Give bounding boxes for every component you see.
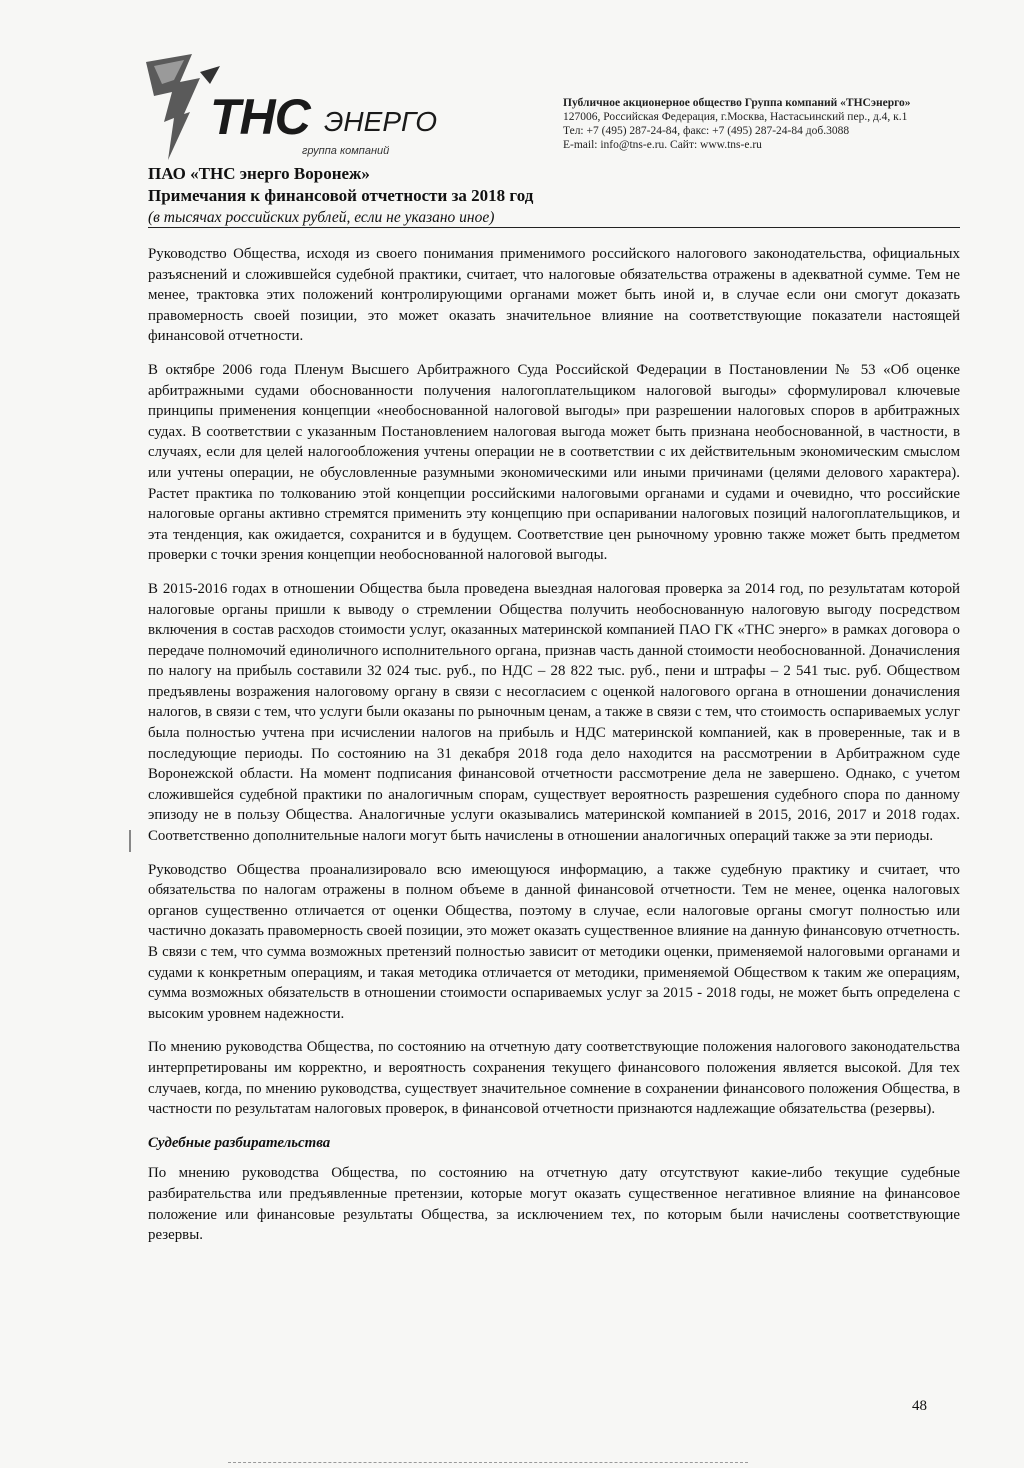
margin-mark bbox=[129, 830, 131, 852]
paragraph: В октябре 2006 года Пленум Высшего Арбитражного Суда Российской Федерации в Постановлении № 53 «Об оценке арбитражными судами обоснованности получения налогоплательщиком налоговой выгоды» сформулировал ключевые принципы применения концепции «необоснованной налоговой выгоды» при разрешении налоговых споров в арбитражных судах. В соответствии с указанным Постановлением налоговая выгода может быть признана необоснованной, в частности, в случаях, если для целей налогообложения учтены операции не в соответствии с их действительным экономическим смыслом или учтены операции, не обусловленные разумными экономическими или иными причинами (целями делового характера). Растет практика по толкованию этой концепции российскими налоговыми органами и судами и очевидно, что российские налоговые органы активно стремятся применить эту концепцию при оспаривании налоговых позиций налогоплательщиков, и эта тенденция, как ожидается, сохранится и в будущем. Соответствие цен рыночному уровню также может быть предметом проверки с точки зрения концепции необоснованной налоговой выгоды. bbox=[148, 361, 960, 564]
contact-address: 127006, Российская Федерация, г.Москва, Настасьинский пер., д.4, к.1 bbox=[563, 111, 908, 123]
units-note: (в тысячах российских рублей, если не указано иное) bbox=[148, 209, 495, 226]
company-logo bbox=[140, 52, 438, 162]
lightning-emblem-icon bbox=[140, 52, 220, 162]
paragraph: По мнению руководства Общества, по состоянию на отчетную дату отсутствуют какие-либо текущие судебные разбирательства или предъявленные претензии, которые могут оказать существенное негативное влияние на финансовое положение или финансовые результаты Общества, за исключением тех, по которым были начислены соответствующие резервы. bbox=[148, 1165, 960, 1244]
page-number: 48 bbox=[912, 1398, 927, 1414]
document-body bbox=[148, 244, 960, 1259]
company-name: ПАО «ТНС энерго Воронеж» bbox=[148, 164, 370, 183]
document-title: Примечания к финансовой отчетности за 2018 год bbox=[148, 186, 534, 205]
logo-tagline: группа компаний bbox=[302, 145, 390, 157]
paragraph: В 2015-2016 годах в отношении Общества была проведена выездная налоговая проверка за 2014 год, по результатам которой налоговые органы пришли к выводу о стремлении Общества получить необоснованную налоговую выгоду посредством включения в состав расходов стоимости услуг, оказанных материнской компанией ПАО ГК «ТНС энерго» в рамках договора о передаче полномочий единоличного исполнительного органа, признав часть данной стоимости необоснованной. Доначисления по налогу на прибыль составили 32 024 тыс. руб., по НДС – 28 822 тыс. руб., пени и штрафы – 2 541 тыс. руб. Обществом предъявлены возражения налоговому органу в связи с несогласием с оценкой налогового органа в отношении доначисления налогов, в связи с тем, что услуги были оказаны по рыночным ценам, а также в связи с тем, что стоимость оспариваемых услуг была полностью учтена при исчислении налогов на прибыль и НДС материнской компанией, как в проверенные, так и в последующие периоды. По состоянию на 31 декабря 2018 года дело находится на рассмотрении в Арбитражном суде Воронежской области. На момент подписания финансовой отчетности рассмотрение дела не завершено. Однако, с учетом сложившейся судебной практики по аналогичным спорам, существует вероятность разрешения судебного спора по данному эпизоду не в пользу Общества. Аналогичные услуги оказывались материнской компанией в 2015, 2016, 2017 и 2018 годах. Соответственно дополнительные налоги могут быть начислены в отношении аналогичных операций также за эти периоды. bbox=[148, 580, 960, 845]
section-heading: Судебные разбирательства bbox=[148, 1134, 331, 1151]
paragraph: Руководство Общества проанализировало всю имеющуюся информацию, а также судебную практику и считает, что обязательства по налогам отражены в полном объеме в данной финансовой отчетности. Тем не менее, оценка налоговых органов существенно отличается от оценки Общества, поэтому в случае, если налоговые органы смогут полностью или частично доказать правомерность своей позиции, это может оказать существенное влияние на данную финансовую отчетность. В связи с тем, что сумма возможных претензий полностью зависит от методики оценки, применяемой налоговыми органами и судами к конкретным операциям, и такая методика отличается от методики, применяемой Обществом к таким же операциям, сумма возможных обязательств в отношении стоимости оспариваемых услуг за 2015 - 2018 годы, не может быть определена с высоким уровнем надежности. bbox=[148, 861, 960, 1022]
contact-org: Публичное акционерное общество Группа компаний «ТНСэнерго» bbox=[563, 97, 911, 109]
contact-web: E-mail: info@tns-e.ru. Сайт: www.tns-e.ru bbox=[563, 139, 762, 151]
footer-line bbox=[228, 1462, 748, 1463]
contact-block bbox=[563, 96, 983, 152]
header-divider bbox=[148, 227, 960, 228]
logo-main-text: ТНС bbox=[210, 89, 310, 145]
paragraph: Руководство Общества, исходя из своего понимания применимого российского налогового законодательства, официальных разъяснений и сложившейся судебной практики, считает, что налоговые обязательства отражены в адекватной сумме. Тем не менее, трактовка этих положений контролирующими органами может быть иной и, в случае если они смогут доказать правомерность своей позиции, это может оказать значительное влияние на соответствующие показатели настоящей финансовой отчетности. bbox=[148, 246, 960, 345]
paragraph: По мнению руководства Общества, по состоянию на отчетную дату соответствующие положения налогового законодательства интерпретированы им корректно, и вероятность сохранения текущего финансового положения является высокой. Для тех случаев, когда, по мнению руководства, существует значительное сомнение в сохранении финансового положения Общества, в частности по результатам налоговых проверок, в финансовой отчетности признаются надлежащие обязательства (резервы). bbox=[148, 1039, 960, 1118]
document-header bbox=[148, 163, 968, 228]
contact-phone: Тел: +7 (495) 287-24-84, факс: +7 (495) 287-24-84 доб.3088 bbox=[563, 125, 850, 137]
logo-sub-text: ЭНЕРГО bbox=[324, 106, 438, 137]
